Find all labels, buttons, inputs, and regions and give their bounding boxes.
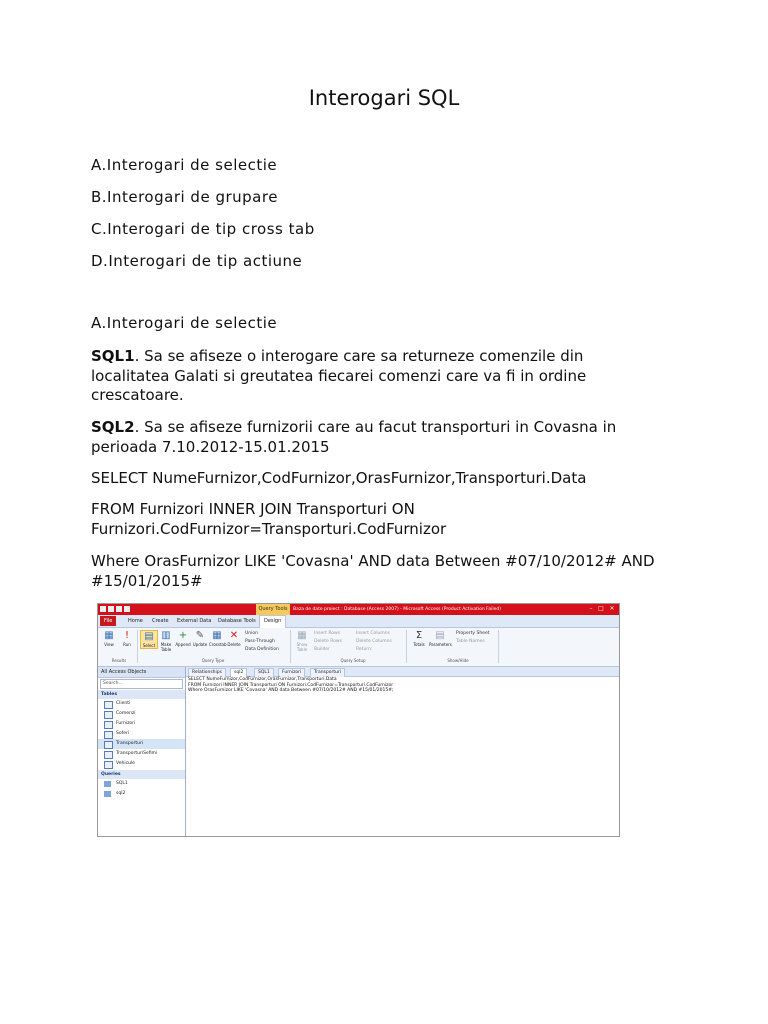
run-button[interactable]: ! Run: [123, 630, 131, 647]
doc-tab-relationships[interactable]: Relationships: [188, 668, 226, 677]
sql-editor-line: Where OrasFurnizor LIKE 'Covasna' AND data Between #07/10/2012# AND #15/01/2015#;: [188, 688, 394, 693]
nav-query-item[interactable]: sql2: [98, 789, 185, 799]
toc-item: A.Interogari de selectie: [91, 156, 278, 174]
nav-header[interactable]: All Access Objects: [98, 667, 185, 678]
code-line-from: FROM Furnizori INNER JOIN Transporturi ON Furnizori.CodFurnizor=Transporturi.CodFurnizor: [91, 500, 447, 538]
group-query-setup: Query Setup: [340, 658, 366, 663]
group-results: Results: [111, 658, 127, 663]
select-icon: ▤: [144, 631, 154, 642]
group-show-hide: Show/Hide: [447, 658, 469, 663]
maximize-icon[interactable]: □: [598, 605, 604, 612]
data-definition-button[interactable]: Data Definition: [245, 647, 279, 652]
nav-search-input[interactable]: Search...: [100, 679, 183, 689]
quick-access-toolbar: [100, 605, 150, 614]
tab-create[interactable]: Create: [152, 618, 169, 624]
select-button[interactable]: ▤ Select: [140, 630, 158, 649]
delete-icon: ✕: [229, 630, 239, 641]
sql1-text: . Sa se afiseze o interogare care sa returneze comenzile din localitatea Galati si greutatea fiecarei comenzi care va fi in ordine crescatoare.: [91, 347, 587, 404]
totals-button[interactable]: Σ Totals: [413, 630, 425, 647]
title-bar: [98, 604, 619, 615]
page-title: Interogari SQL: [308, 86, 460, 110]
sql-editor-line: FROM Furnizori INNER JOIN Transporturi ON Furnizori.CodFurnizor=Transporturi.CodFurnizor: [188, 682, 394, 688]
nav-table-item[interactable]: Clienti: [98, 699, 185, 709]
sigma-icon: Σ: [415, 630, 423, 641]
return-field[interactable]: Return:: [356, 647, 373, 652]
nav-table-item[interactable]: Vehicule: [98, 759, 185, 769]
access-screenshot: [97, 603, 620, 837]
doc-tab-sql1[interactable]: SQL1: [254, 668, 274, 677]
insert-columns-button[interactable]: Insert Columns: [356, 631, 390, 636]
update-icon: ✎: [195, 630, 205, 641]
sql1-label: SQL1: [91, 347, 135, 365]
table-icon: [104, 751, 113, 759]
show-table-button[interactable]: ▦ Show Table: [296, 630, 308, 652]
make-table-icon: ▥: [161, 630, 171, 641]
append-button[interactable]: + Append: [175, 630, 191, 647]
delete-rows-button[interactable]: Delete Rows: [314, 639, 342, 644]
doc-tab-transporturi[interactable]: Transporturi: [310, 668, 345, 677]
nav-group-queries[interactable]: Queries: [98, 770, 185, 779]
context-tab-label: Query Tools: [256, 604, 290, 615]
ribbon-tabs: [98, 615, 619, 628]
parameters-icon: ▤: [435, 630, 445, 641]
update-button[interactable]: ✎ Update: [192, 630, 208, 647]
delete-button[interactable]: ✕ Delete: [227, 630, 241, 647]
builder-button[interactable]: Builder: [314, 647, 330, 652]
nav-table-item[interactable]: Transporturi: [98, 739, 185, 749]
delete-columns-button[interactable]: Delete Columns: [356, 639, 392, 644]
insert-rows-button[interactable]: Insert Rows: [314, 631, 341, 636]
tab-database-tools[interactable]: Database Tools: [218, 618, 256, 624]
nav-table-item[interactable]: Furnizori: [98, 719, 185, 729]
close-icon[interactable]: ✕: [609, 605, 615, 612]
table-icon: [104, 741, 113, 749]
doc-tab-furnizori[interactable]: Furnizori: [278, 668, 305, 677]
tab-external-data[interactable]: External Data: [177, 618, 212, 624]
query-icon: [104, 781, 111, 787]
minimize-icon[interactable]: –: [589, 605, 593, 612]
show-table-icon: ▦: [297, 630, 307, 641]
query-icon: [104, 791, 111, 797]
tab-file[interactable]: File: [100, 616, 116, 626]
navigation-pane: [98, 667, 186, 836]
table-names-button[interactable]: Table Names: [456, 639, 485, 644]
code-line-select: SELECT NumeFurnizor,CodFurnizor,OrasFurnizor,Transporturi.Data: [91, 469, 587, 487]
toc-item: C.Interogari de tip cross tab: [91, 220, 315, 238]
ribbon: [98, 628, 619, 667]
sql2-text: . Sa se afiseze furnizorii care au facut transporturi in Covasna in perioada 7.10.2012-15.01.2015: [91, 418, 617, 456]
view-button[interactable]: ▦ View: [104, 630, 114, 647]
sql2-label: SQL2: [91, 418, 135, 436]
table-icon: [104, 711, 113, 719]
table-of-contents: [91, 155, 315, 283]
nav-table-item[interactable]: Comenzi: [98, 709, 185, 719]
union-button[interactable]: Union: [245, 631, 259, 636]
crosstab-button[interactable]: ▦ Crosstab: [209, 630, 227, 647]
toc-item: D.Interogari de tip actiune: [91, 252, 303, 270]
table-icon: [104, 701, 113, 709]
nav-group-tables[interactable]: Tables: [98, 690, 185, 699]
view-icon: ▦: [104, 630, 114, 641]
make-table-button[interactable]: ▥ Make Table: [160, 630, 172, 652]
table-icon: [104, 761, 113, 769]
section-heading: A.Interogari de selectie: [91, 314, 278, 332]
sql1-paragraph: [91, 347, 651, 406]
sql-editor-line: SELECT NumeFurnizor,CodFurnizor,OrasFurnizor,Transporturi.Data: [188, 677, 337, 682]
table-icon: [104, 731, 113, 739]
toc-item: B.Interogari de grupare: [91, 188, 278, 206]
parameters-button[interactable]: ▤ Parameters: [429, 630, 452, 647]
sql2-paragraph: [91, 418, 651, 457]
pass-through-button[interactable]: Pass-Through: [245, 639, 275, 644]
group-query-type: Query Type: [201, 658, 225, 663]
tab-design[interactable]: Design: [259, 615, 286, 628]
nav-table-item[interactable]: TransporturiSefimi: [98, 749, 185, 759]
nav-table-item[interactable]: Soferi: [98, 729, 185, 739]
run-icon: !: [124, 630, 129, 641]
document-tabs: [186, 667, 619, 677]
sql-editor[interactable]: [186, 677, 619, 837]
append-icon: +: [178, 630, 188, 641]
nav-query-item[interactable]: SQL1: [98, 779, 185, 789]
property-sheet-button[interactable]: Property Sheet: [456, 631, 490, 636]
table-icon: [104, 721, 113, 729]
window-title: Baza de date proiect : Database (Access 2007) - Microsoft Access (Product Activation Failed): [293, 607, 501, 612]
doc-tab-sql2[interactable]: sql2: [230, 668, 247, 677]
tab-home[interactable]: Home: [128, 618, 143, 624]
crosstab-icon: ▦: [212, 630, 222, 641]
code-line-where: Where OrasFurnizor LIKE 'Covasna' AND data Between #07/10/2012# AND #15/01/2015#: [91, 552, 655, 590]
